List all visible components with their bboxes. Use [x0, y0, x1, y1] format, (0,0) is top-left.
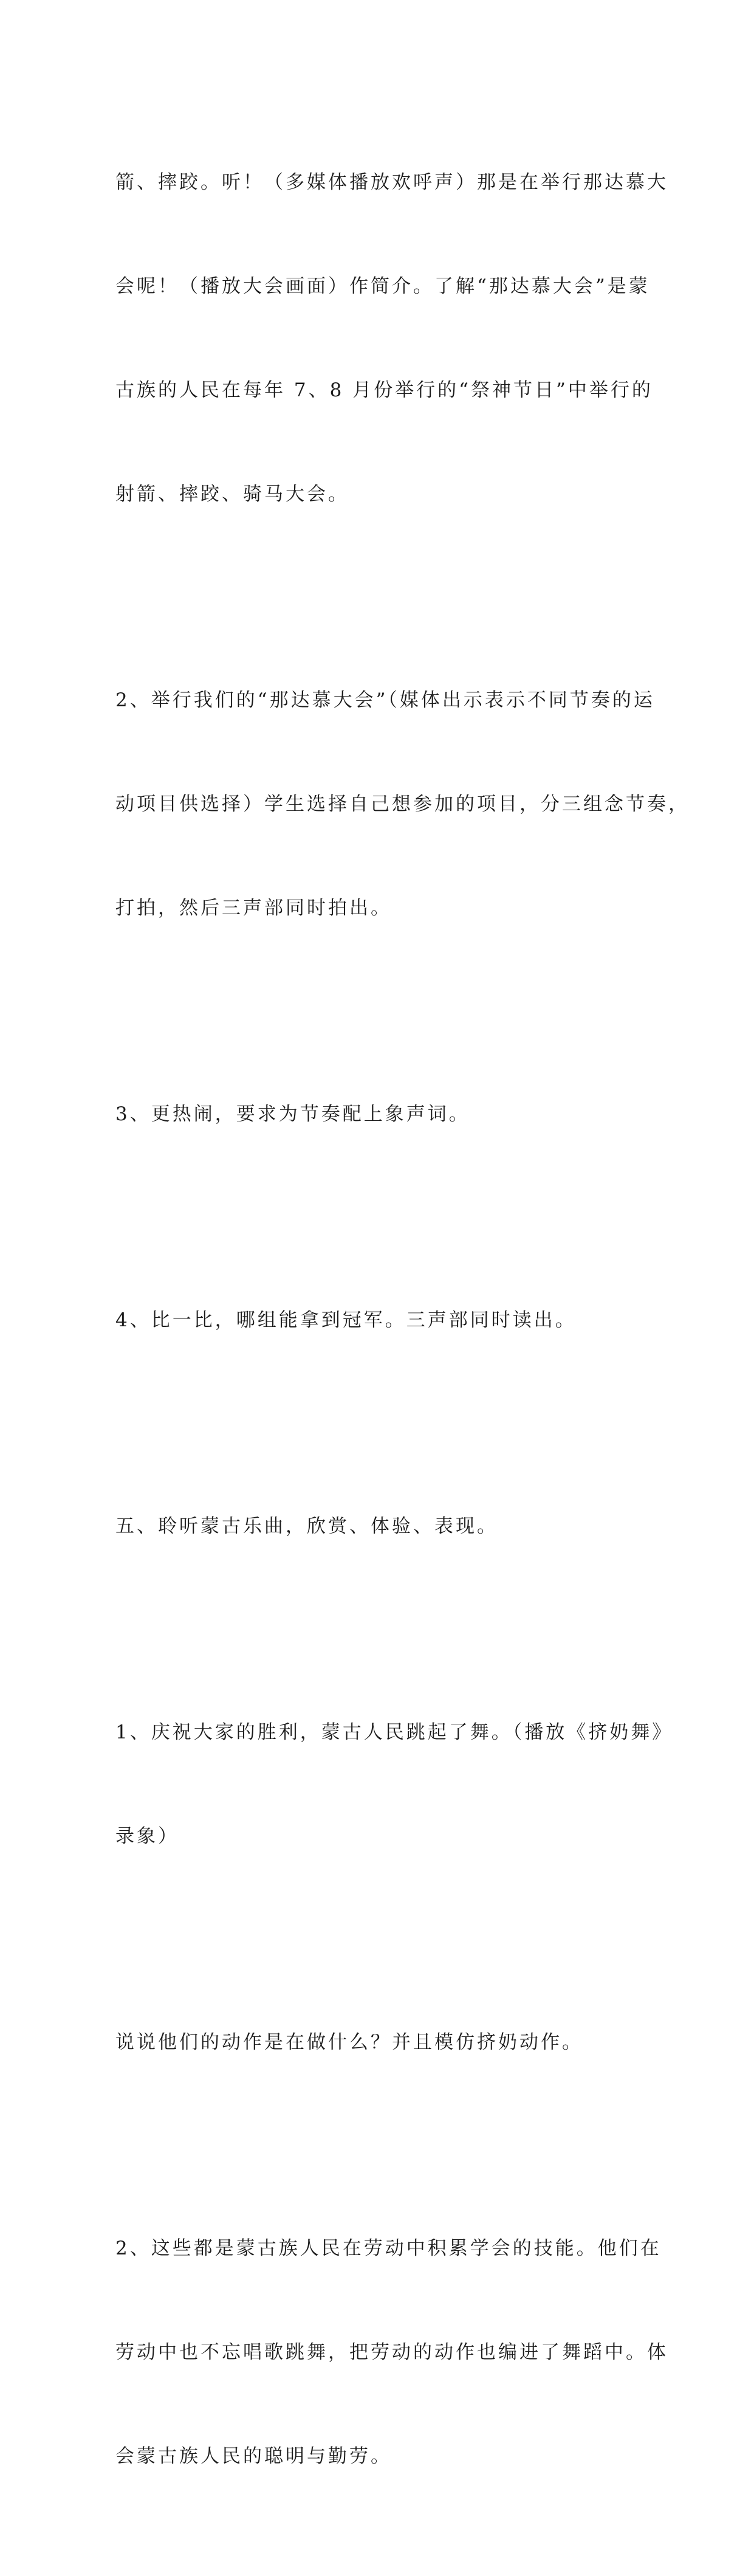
paragraph-dance-1 [115, 1646, 674, 1923]
text-line: 3、更热闹，要求为节奏配上象声词。 [115, 1103, 470, 1125]
section-heading-five [115, 1440, 644, 1613]
text-line: 五、聆听蒙古乐曲，欣赏、体验、表现。 [115, 1515, 498, 1537]
document-body [115, 96, 690, 2576]
text-line: 1、庆祝大家的胜利，蒙古人民跳起了舞。（播放《挤奶舞》 [115, 1721, 674, 1743]
paragraph-dance-2 [115, 2162, 668, 2543]
text-line: 动项目供选择）学生选择自己想参加的项目，分三组念节奏， [115, 793, 690, 815]
paragraph-step-2 [115, 614, 690, 995]
text-line: 会蒙古族人民的聪明与勤劳。 [115, 2445, 392, 2467]
paragraph-nadam-intro [115, 96, 668, 581]
paragraph-imitate-milking [115, 1956, 644, 2129]
text-line: 2、这些都是蒙古族人民在劳动中积累学会的技能。他们在 [115, 2237, 662, 2259]
text-line: 古族的人民在每年 7、8 月份举行的“祭神节日”中举行的 [115, 379, 653, 401]
text-line: 打拍，然后三声部同时拍出。 [115, 897, 392, 919]
paragraph-step-4 [115, 1234, 644, 1407]
paragraph-step-3 [115, 1028, 644, 1201]
text-line: 箭、摔跤。听！（多媒体播放欢呼声）那是在举行那达慕大 [115, 171, 668, 193]
text-line: 2、举行我们的“那达慕大会”（媒体出示表示不同节奏的运 [115, 689, 655, 711]
text-line: 会呢！（播放大会画面）作简介。了解“那达慕大会”是蒙 [115, 275, 650, 297]
text-line: 射箭、摔跤、骑马大会。 [115, 483, 349, 505]
text-line: 劳动中也不忘唱歌跳舞，把劳动的动作也编进了舞蹈中。体 [115, 2341, 668, 2363]
text-line: 说说他们的动作是在做什么？并且模仿挤奶动作。 [115, 2031, 583, 2053]
text-line: 4、比一比，哪组能拿到冠军。三声部同时读出。 [115, 1309, 577, 1331]
text-line: 录象） [115, 1825, 179, 1847]
